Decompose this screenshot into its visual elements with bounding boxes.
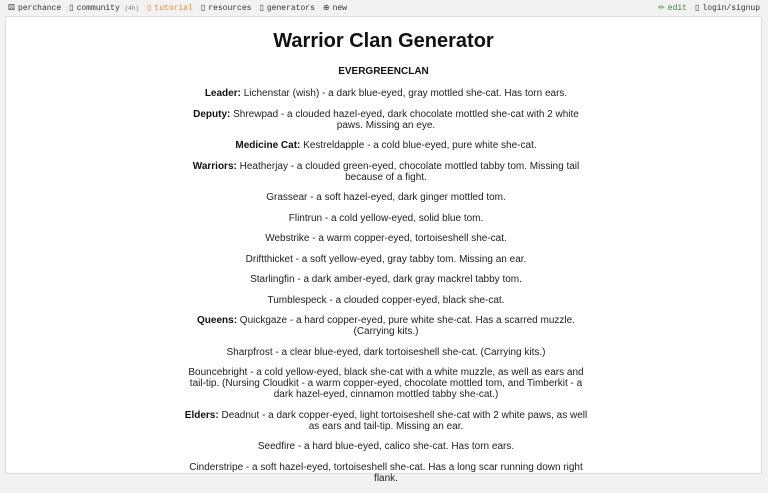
nav-new-label: new (332, 4, 347, 13)
clan-member-entry (184, 295, 588, 306)
member-description: Lichenstar (wish) - a dark blue-eyed, gray mottled she-cat. Has torn ears. (240, 88, 568, 99)
member-description: Driftthicket - a soft yellow-eyed, gray tabby tom. Missing an ear. (245, 253, 527, 265)
rank-label: Deputy: (193, 108, 231, 120)
nav-right-group (658, 3, 760, 13)
clan-member-entry (184, 462, 588, 484)
member-description: Heatherjay - a clouded green-eyed, chocolate mottled tabby tom. Missing tail because of a fight. (236, 160, 580, 183)
member-description: Bouncebright - a cold yellow-eyed, black she-cat with a white muzzle, as well as ears and tail-tip. (Nursing Cloudkit - a warm copper-eyed, chocolate mottled tom, and Timberkit - a dark hazel-eyed, cinnamon mottled tabby she-cat.) (188, 367, 584, 400)
clan-member-entry (184, 213, 588, 224)
nav-perchance[interactable] (8, 3, 61, 13)
clan-member-entry (184, 410, 588, 432)
nav-edit-label: edit (667, 4, 687, 13)
clan-member-entry (184, 274, 588, 285)
community-badge: (4h) (124, 5, 140, 12)
member-description: Kestreldapple - a cold blue-eyed, pure white she-cat. (300, 140, 537, 151)
pencil-icon: ✏ (658, 4, 665, 13)
nav-tutorial[interactable] (147, 3, 193, 13)
page-title: Warrior Clan Generator (273, 30, 494, 52)
clan-member-entry (184, 441, 588, 452)
nav-resources[interactable] (201, 3, 252, 13)
rank-label: Medicine Cat: (235, 140, 301, 151)
nav-generators[interactable] (259, 3, 314, 13)
member-description: Tumblespeck - a clouded copper-eyed, black she-cat. (267, 294, 505, 306)
clan-member-entry (184, 233, 588, 244)
member-description: Webstrike - a warm copper-eyed, tortoiseshell she-cat. (265, 233, 507, 244)
nav-edit[interactable] (658, 3, 687, 13)
clan-member-entry (184, 315, 588, 337)
resources-icon: ▯ (200, 4, 206, 13)
rank-label: Elders: (184, 409, 219, 421)
clan-member-entry (184, 367, 588, 400)
book-icon: ▯ (147, 4, 152, 13)
member-description: Grassear - a soft hazel-eyed, dark ginger mottled tom. (266, 192, 506, 203)
member-description: Sharpfrost - a clear blue-eyed, dark tortoiseshell she-cat. (Carrying kits.) (226, 346, 546, 358)
generator-output-panel (5, 16, 762, 484)
clan-member-entry (184, 161, 588, 183)
clan-members-list (184, 88, 588, 493)
clan-name: EVERGREENCLAN (338, 66, 429, 77)
clan-member-entry (184, 347, 588, 358)
user-icon: ▯ (694, 4, 700, 13)
member-description: Deadnut - a dark copper-eyed, light tortoiseshell she-cat with 2 white paws, as well as ears and tail-tip. Missing an ear. (218, 409, 588, 432)
nav-new[interactable] (323, 3, 347, 13)
member-description: Quickgaze - a hard copper-eyed, pure white she-cat. Has a scarred muzzle.(Carrying kits.) (237, 315, 575, 337)
nav-login[interactable] (695, 3, 760, 13)
nav-community[interactable] (69, 3, 139, 13)
top-nav-bar (0, 0, 768, 16)
clan-member-entry (184, 254, 588, 265)
nav-login-label: login/signup (702, 4, 760, 13)
rank-label: Queens: (197, 315, 238, 326)
nav-community-label: community (76, 4, 120, 13)
nav-generators-label: generators (266, 4, 315, 13)
nav-resources-label: resources (208, 4, 252, 13)
clan-member-entry (184, 109, 588, 131)
clan-member-entry (184, 88, 588, 99)
generators-icon: ▯ (259, 4, 264, 13)
member-description: Cinderstripe - a soft hazel-eyed, tortoiseshell she-cat. Has a long scar running down right flank. (189, 461, 583, 484)
rank-label: Warriors: (192, 160, 237, 172)
chat-icon: ▯ (69, 4, 74, 13)
member-description: Flintrun - a cold yellow-eyed, solid blue tom. (288, 212, 484, 224)
nav-perchance-label: perchance (17, 4, 62, 13)
clan-member-entry (184, 140, 588, 151)
member-description: Starlingfin - a dark amber-eyed, dark gray mackrel tabby tom. (250, 274, 522, 285)
member-description: Seedfire - a hard blue-eyed, calico she-cat. Has torn ears. (257, 441, 515, 452)
member-description: Shrewpad - a clouded hazel-eyed, dark chocolate mottled she-cat with 2 white paws. Missing an eye. (230, 108, 579, 131)
plus-circle-icon: ⊕ (322, 4, 330, 13)
nav-tutorial-label: tutorial (154, 4, 193, 13)
nav-left-group (8, 3, 347, 13)
clan-member-entry (184, 192, 588, 203)
rank-label: Leader: (204, 88, 241, 99)
dice-icon: ⚄ (8, 4, 15, 13)
